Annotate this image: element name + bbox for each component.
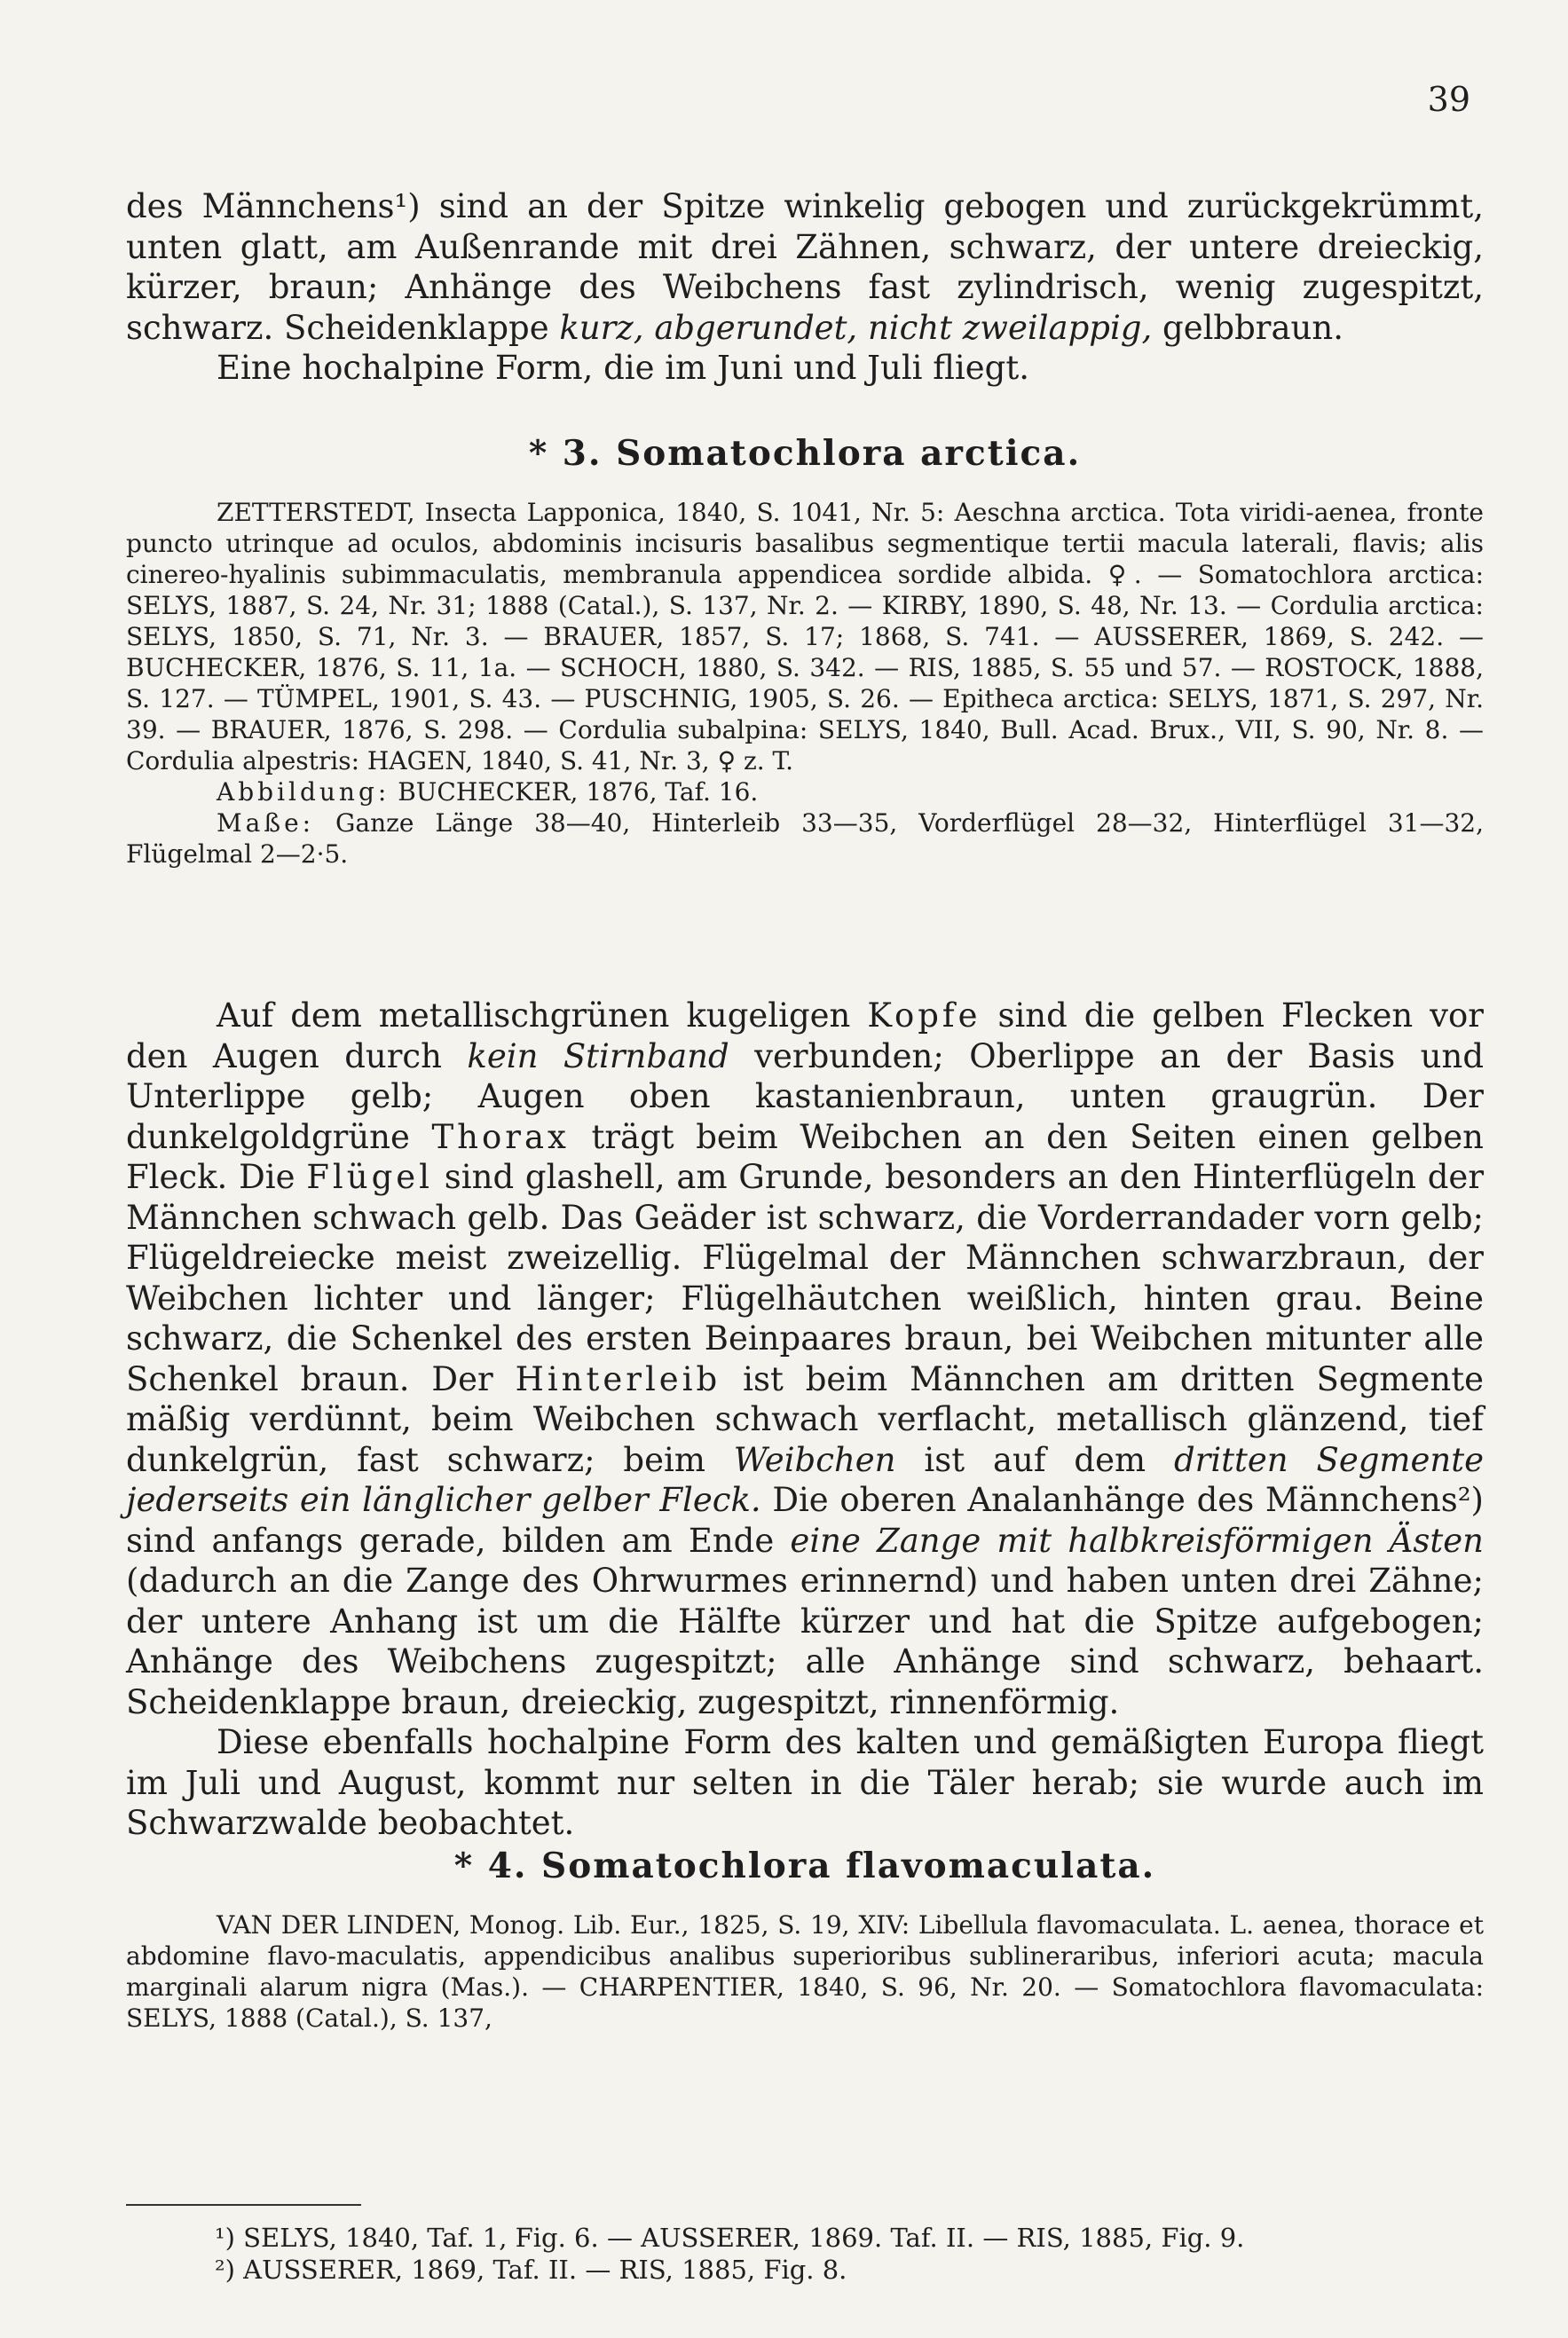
footnote-divider bbox=[126, 2204, 361, 2206]
intro-paragraph: des Männchens¹) sind an der Spitze winkelig gebogen und zurückgekrümmt, unten glatt, am Außenrande mit drei Zähnen, schwarz, der untere dreieckig, kürzer, braun; Anhänge des Weibchens fast zylindrisch, wenig zugespitzt, schwarz. Scheidenklappe kurz, abgerundet, nicht zweilappig, gelbbraun. bbox=[126, 187, 1484, 347]
footnotes bbox=[126, 2222, 1484, 2286]
section-3-description bbox=[126, 996, 1484, 1844]
footnote-2: ²) AUSSERER, 1869, Taf. II. — RIS, 1885, Fig. 8. bbox=[215, 2255, 847, 2285]
description-paragraph: Auf dem metallischgrünen kugeligen Kopfe sind die gelben Flecken vor den Augen durch kein Stirnband verbunden; Oberlippe an der Basis und Unterlippe gelb; Augen oben kastanienbraun, unten graugrün. Der dunkelgoldgrüne Thorax trägt beim Weibchen an den Seiten einen gelben Fleck. Die Flügel sind glashell, am Grunde, besonders an den Hinterflügeln der Männchen schwach gelb. Das Geäder ist schwarz, die Vorderrandader vorn gelb; Flügeldreiecke meist zweizellig. Flügelmal der Männchen schwarzbraun, der Weibchen lichter und länger; Flügelhäutchen weißlich, hinten grau. Beine schwarz, die Schenkel des ersten Beinpaares braun, bei Weibchen mitunter alle Schenkel braun. Der Hinterleib ist beim Männchen am dritten Segmente mäßig verdünnt, beim Weibchen schwach verflacht, metallisch glänzend, tief dunkelgrün, fast schwarz; beim Weibchen ist auf dem dritten Segmente jederseits ein länglicher gelber Fleck. Die oberen Analanhänge des Männchens²) sind anfangs gerade, bilden am Ende eine Zange mit halbkreisförmigen Ästen (dadurch an die Zange des Ohrwurmes erinnernd) und haben unten drei Zähne; der untere Anhang ist um die Hälfte kürzer und hat die Spitze aufgebogen; Anhänge des Weibchens zugespitzt; alle Anhänge sind schwarz, behaart. Scheidenklappe braun, dreieckig, zugespitzt, rinnenförmig. bbox=[126, 996, 1485, 1721]
distribution-paragraph: Diese ebenfalls hochalpine Form des kalten und gemäßigten Europa fliegt im Juli und August, kommt nur selten in die Täler herab; sie wurde auch im Schwarzwalde beobachtet. bbox=[126, 1723, 1484, 1842]
section-3-literature: ZETTERSTEDT, Insecta Lapponica, 1840, S. 1041, Nr. 5: Aeschna arctica. Tota viridi-aenea, fronte puncto utrinque ad oculos, abdominis incisuris basalibus segmentique tertii macula laterali, flavis; alis cinereo-hyalinis subimmaculatis, membranula appendicea sordide albida. ♀. — Somatochlora arctica: SELYS, 1887, S. 24, Nr. 31; 1888 (Catal.), S. 137, Nr. 2. — KIRBY, 1890, S. 48, Nr. 13. — Cordulia arctica: SELYS, 1850, S. 71, Nr. 3. — BRAUER, 1857, S. 17; 1868, S. 741. — AUSSERER, 1869, S. 242. — BUCHECKER, 1876, S. 11, 1a. — SCHOCH, 1880, S. 342. — RIS, 1885, S. 55 und 57. — ROSTOCK, 1888, S. 127. — TÜMPEL, 1901, S. 43. — PUSCHNIG, 1905, S. 26. — Epitheca arctica: SELYS, 1871, S. 297, Nr. 39. — BRAUER, 1876, S. 298. — Cordulia subalpina: SELYS, 1840, Bull. Acad. Brux., VII, S. 90, Nr. 8. — Cordulia alpestris: HAGEN, 1840, S. 41, Nr. 3, ♀ z. T. bbox=[126, 498, 1484, 775]
section-4-heading: * 4. Somatochlora flavomaculata. bbox=[453, 1846, 1156, 1886]
footnote-1: ¹) SELYS, 1840, Taf. 1, Fig. 6. — AUSSERER, 1869. Taf. II. — RIS, 1885, Fig. 9. bbox=[215, 2223, 1245, 2253]
section-4-literature: VAN DER LINDEN, Monog. Lib. Eur., 1825, S. 19, XIV: Libellula flavomaculata. L. aenea, thorace et abdomine flavo-maculatis, appendicibus analibus superioribus sublineraribus, inferiori acuta; macula marginali alarum nigra (Mas.). — CHARPENTIER, 1840, S. 96, Nr. 20. — Somatochlora flavomaculata: SELYS, 1888 (Catal.), S. 137, bbox=[126, 1910, 1484, 2033]
intro-line: Eine hochalpine Form, die im Juni und Juli fliegt. bbox=[217, 349, 1029, 387]
section-3-heading: * 3. Somatochlora arctica. bbox=[528, 433, 1082, 474]
section-4 bbox=[126, 1846, 1484, 2034]
page-number: 39 bbox=[1427, 80, 1470, 119]
section-3 bbox=[126, 433, 1484, 870]
intro-block bbox=[126, 186, 1484, 389]
section-3-masse: Maße: Ganze Länge 38—40, Hinterleib 33—35, Vorderflügel 28—32, Hinterflügel 31—32, Flügelmal 2—2·5. bbox=[126, 808, 1484, 869]
section-3-abbildung: Abbildung: BUCHECKER, 1876, Taf. 16. bbox=[217, 777, 759, 807]
